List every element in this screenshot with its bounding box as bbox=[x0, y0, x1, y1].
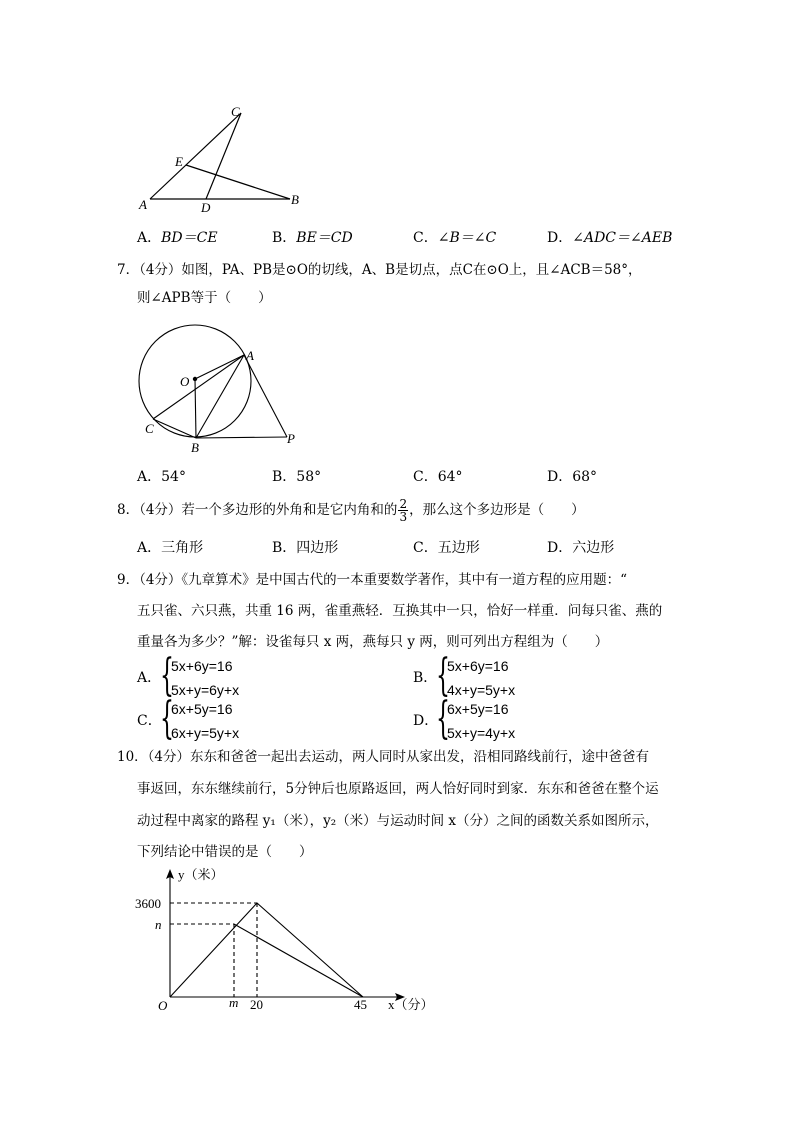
brace-icon: { bbox=[160, 693, 174, 744]
label-A: A bbox=[246, 348, 254, 363]
label-B: B bbox=[291, 192, 299, 207]
option-key: A． bbox=[137, 670, 162, 686]
option-text: 64° bbox=[437, 469, 463, 485]
y-tick-n: n bbox=[155, 917, 162, 932]
option-text: 58° bbox=[296, 469, 322, 485]
option-text: ∠ADC＝∠AEB bbox=[572, 230, 673, 246]
q9-stem-line3: 重量各为多少？”解：设雀每只 x 两，燕每只 y 两，则可列出方程组为（ ） bbox=[137, 634, 609, 650]
option-key: D． bbox=[547, 469, 573, 485]
option-key: A． bbox=[137, 230, 162, 246]
q10-stem-line2: 事返回，东东继续前行，5分钟后也原路返回，两人恰好同时到家．东东和爸爸在整个运 bbox=[137, 781, 659, 797]
option-key: B． bbox=[272, 469, 297, 485]
q10-stem-line4: 下列结论中错误的是（ ） bbox=[137, 844, 313, 860]
option-text: 三角形 bbox=[161, 540, 204, 556]
equation-1: 5x+6y=16 bbox=[447, 658, 509, 674]
option-text: 五边形 bbox=[437, 540, 480, 556]
brace-icon: { bbox=[436, 650, 450, 701]
line-y2 bbox=[234, 924, 363, 997]
x-tick-45: 45 bbox=[354, 997, 367, 1012]
y-tick-3600: 3600 bbox=[135, 896, 161, 911]
equation-1: 5x+6y=16 bbox=[171, 658, 233, 674]
q9-stem-line2: 五只雀、六只燕，共重 16 两，雀重燕轻．互换其中一只，恰好一样重．问每只雀、燕的 bbox=[137, 603, 663, 619]
brace-icon: { bbox=[160, 650, 174, 701]
label-A: A bbox=[139, 197, 147, 212]
fraction-denominator: 3 bbox=[399, 510, 408, 524]
x-tick-20: 20 bbox=[250, 997, 263, 1012]
label-O: O bbox=[180, 374, 190, 389]
option-key: B． bbox=[272, 230, 297, 246]
y-axis-label: y（米） bbox=[178, 867, 224, 882]
brace-icon: { bbox=[436, 693, 450, 744]
q8-stem-suffix: ，那么这个多边形是（ ） bbox=[409, 502, 585, 518]
equation-1: 6x+5y=16 bbox=[447, 701, 509, 717]
option-key: C． bbox=[413, 230, 438, 246]
option-key: A． bbox=[137, 469, 162, 485]
equation-2: 5x+y=6y+x bbox=[171, 682, 240, 698]
option-key: D． bbox=[547, 540, 573, 556]
label-B: B bbox=[191, 440, 199, 455]
fraction-numerator: 2 bbox=[399, 497, 408, 511]
q7-stem-line1: 7．（4分）如图，PA、PB是⊙O的切线，A、B是切点，点C在⊙O上，且∠ACB＝58°， bbox=[117, 262, 642, 278]
q10-stem-line1: 10．（4分）东东和爸爸一起出去运动，两人同时从家出发，沿相同路线前行，途中爸爸有 bbox=[117, 749, 650, 765]
label-C: C bbox=[231, 104, 240, 119]
label-D: D bbox=[201, 200, 211, 215]
option-key: B． bbox=[413, 670, 438, 686]
equation-2: 4x+y=5y+x bbox=[447, 682, 516, 698]
label-C: C bbox=[145, 421, 154, 436]
label-E: E bbox=[175, 154, 183, 169]
origin-label: O bbox=[158, 998, 168, 1013]
option-key: C． bbox=[413, 469, 438, 485]
equation-2: 5x+y=4y+x bbox=[447, 725, 516, 741]
equation-2: 6x+y=5y+x bbox=[171, 725, 240, 741]
option-key: A． bbox=[137, 540, 162, 556]
q10-stem-line3: 动过程中离家的路程 y₁（米），y₂（米）与运动时间 x（分）之间的函数关系如图所示， bbox=[137, 813, 659, 829]
option-key: D． bbox=[547, 230, 573, 246]
option-text: 68° bbox=[572, 469, 598, 485]
q8-stem-prefix: 8．（4分）若一个多边形的外角和是它内角和的 bbox=[117, 502, 398, 518]
option-text: 四边形 bbox=[296, 540, 339, 556]
option-text: BD＝CE bbox=[161, 230, 218, 246]
equation-1: 6x+5y=16 bbox=[171, 701, 233, 717]
option-key: C． bbox=[137, 713, 162, 729]
option-key: C． bbox=[413, 540, 438, 556]
q9-stem-line1: 9．（4分）《九章算术》是中国古代的一本重要数学著作，其中有一道方程的应用题：“ bbox=[117, 572, 628, 588]
option-text: ∠B＝∠C bbox=[437, 230, 497, 246]
option-text: BE＝CD bbox=[296, 230, 353, 246]
option-key: B． bbox=[272, 540, 297, 556]
x-tick-m: m bbox=[229, 995, 239, 1010]
label-P: P bbox=[287, 431, 295, 446]
x-axis-label: x（分） bbox=[388, 997, 434, 1012]
option-key: D． bbox=[413, 713, 439, 729]
option-text: 54° bbox=[161, 469, 186, 485]
line-y1 bbox=[170, 903, 363, 997]
option-text: 六边形 bbox=[572, 540, 615, 556]
q7-stem-line2: 则∠APB等于（ ） bbox=[137, 290, 272, 306]
